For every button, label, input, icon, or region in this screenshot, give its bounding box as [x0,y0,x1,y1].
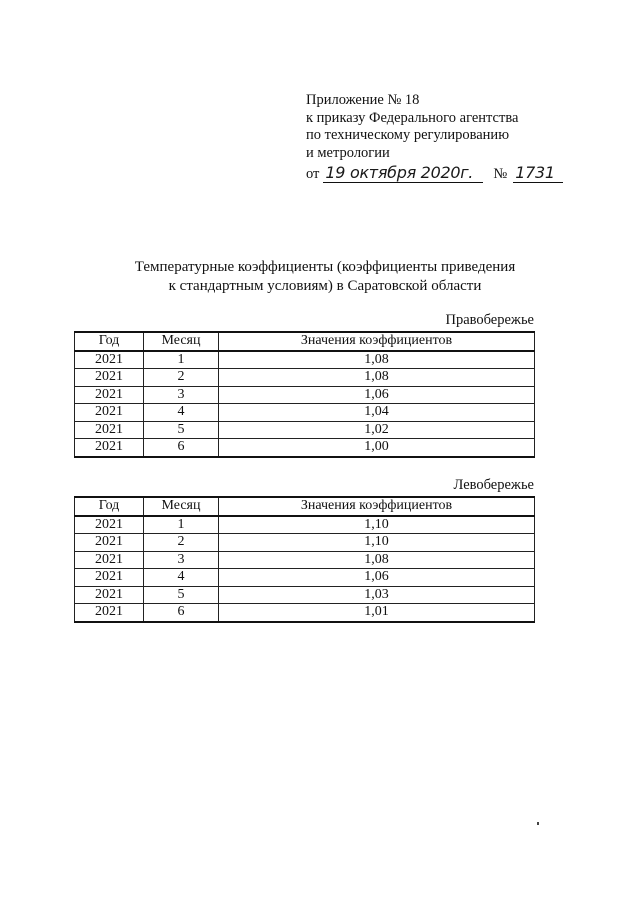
table-row [75,586,535,604]
handwritten-date: 19 октября 2020г. [323,164,483,183]
cell-value: 1,04 [219,404,535,422]
cell-year: 2021 [75,569,144,587]
table-row [75,569,535,587]
cell-month: 5 [144,586,219,604]
coefficients-table-left-bank [74,496,535,623]
cell-value: 1,08 [219,551,535,569]
appendix-number: Приложение № 18 [306,92,420,108]
table-row [75,439,535,457]
cell-year: 2021 [75,421,144,439]
cell-month: 1 [144,516,219,534]
column-header-month: Месяц [144,497,219,516]
cell-year: 2021 [75,439,144,457]
table-row [75,516,535,534]
table-row [75,421,535,439]
table-header-row [75,332,535,351]
cell-month: 6 [144,604,219,622]
title-line-1: Температурные коэффициенты (коэффициенты приведения [134,259,516,275]
order-reference-line-3: и метрологии [306,144,390,161]
cell-year: 2021 [75,351,144,369]
table-row [75,351,535,369]
cell-month: 3 [144,551,219,569]
cell-month: 6 [144,439,219,457]
column-header-values: Значения коэффициентов [219,497,535,516]
column-header-year: Год [75,497,144,516]
cell-month: 1 [144,351,219,369]
table-row [75,404,535,422]
scan-speck [537,822,539,825]
cell-value: 1,01 [219,604,535,622]
table-row [75,551,535,569]
cell-value: 1,08 [219,369,535,387]
cell-year: 2021 [75,386,144,404]
cell-year: 2021 [75,516,144,534]
coefficients-table-right-bank [74,331,535,458]
handwritten-order-number: 1731 [513,164,563,183]
order-date-line [306,164,563,183]
cell-value: 1,02 [219,421,535,439]
column-header-year: Год [75,332,144,351]
cell-month: 2 [144,369,219,387]
column-header-values: Значения коэффициентов [219,332,535,351]
order-reference-line-1: к приказу Федерального агентства [306,109,519,126]
cell-month: 4 [144,404,219,422]
cell-value: 1,03 [219,586,535,604]
title-line-2: к стандартным условиям) в Саратовской области [168,277,482,294]
cell-value: 1,06 [219,386,535,404]
region-label-right-bank: Правобережье [445,312,534,328]
cell-value: 1,10 [219,534,535,552]
table-row [75,534,535,552]
date-prefix: от [306,165,320,182]
cell-value: 1,00 [219,439,535,457]
cell-value: 1,06 [219,569,535,587]
column-header-month: Месяц [144,332,219,351]
cell-month: 5 [144,421,219,439]
cell-year: 2021 [75,586,144,604]
cell-year: 2021 [75,369,144,387]
cell-year: 2021 [75,404,144,422]
cell-month: 4 [144,569,219,587]
document-title [60,258,590,295]
order-reference-line-2: по техническому регулированию [306,127,510,143]
cell-value: 1,10 [219,516,535,534]
appendix-header [306,92,563,183]
table-row [75,604,535,622]
table-header-row [75,497,535,516]
table-row [75,386,535,404]
cell-value: 1,08 [219,351,535,369]
table-row [75,369,535,387]
region-label-left-bank: Левобережье [453,477,534,493]
number-prefix: № [493,165,508,182]
cell-year: 2021 [75,551,144,569]
cell-year: 2021 [75,534,144,552]
cell-month: 2 [144,534,219,552]
cell-month: 3 [144,386,219,404]
cell-year: 2021 [75,604,144,622]
